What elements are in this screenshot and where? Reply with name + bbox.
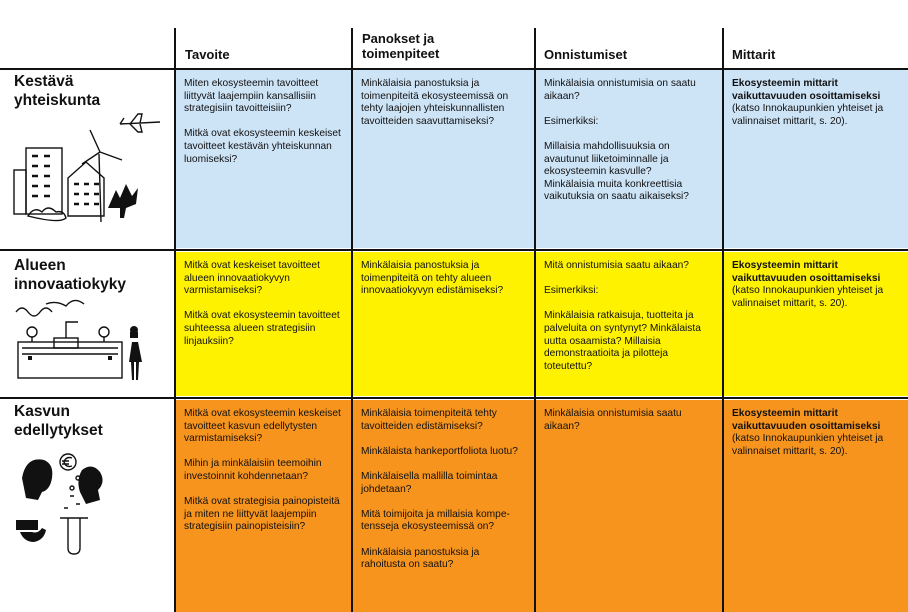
row-label-growth-conditions — [14, 402, 103, 440]
row-label-line1: Kestävä — [14, 73, 74, 90]
cell-sustainable-successes — [536, 70, 722, 248]
cell-sustainable-metrics — [724, 70, 908, 248]
metrics-reference: (katso Innokaupunkien yhteiset ja valinnaiset mittarit, s. 20). — [732, 285, 884, 309]
cell-sustainable-goal — [176, 70, 351, 248]
successes-question: Minkälaisia onnistumisia saatu aikaan? — [544, 408, 682, 432]
row-label-line2: edellytykset — [14, 422, 103, 439]
cell-growth-metrics — [724, 400, 908, 612]
row-label-line2: yhteiskunta — [14, 92, 101, 109]
cell-innovation-inputs — [353, 252, 534, 396]
tree-icon — [108, 184, 138, 218]
successes-question: Minkälaisia ratkaisuja, tuotteita ja palveluita on syntynyt? Minkälaista uutta osaamista? Millaisia demonstraatioita ja pilotteja toteutettu? — [544, 310, 701, 372]
goal-question: Mitkä ovat ekosysteemin tavoitteet suhteessa alueen strategisiin linjauksiin? — [184, 310, 340, 347]
growth-people-illustration — [12, 448, 122, 558]
header-inputs-line2: toimenpiteet — [362, 46, 440, 61]
successes-question: Millaisia mahdollisuuksia on avautunut liiketoiminnalle ja ekosysteemin kasvulle? — [544, 140, 670, 178]
row-label-line2: innovaatiokyky — [14, 276, 126, 293]
inputs-question: Minkälaisia panostuksia ja rahoitusta on saatu? — [361, 546, 480, 571]
person-icon — [22, 459, 52, 500]
goal-question: Mihin ja minkälaisiin teemoihin investoinnit kohdennetaan? — [184, 458, 322, 482]
header-goal: Tavoite — [185, 47, 230, 62]
metrics-title: Ekosysteemin mittarit vaikuttavuuden osoittamiseksi — [732, 78, 881, 102]
metrics-title: Ekosysteemin mittarit vaikuttavuuden osoittamiseksi — [732, 408, 881, 432]
successes-question: Minkälaisia onnistumisia on saatu aikaan? — [544, 78, 696, 102]
row-divider — [0, 249, 908, 251]
cell-growth-successes — [536, 400, 722, 612]
cell-innovation-metrics — [724, 252, 908, 396]
inputs-question: Mitä toimijoita ja millaisia kompetensseja ekosysteemissä on? — [361, 508, 510, 533]
row-label-line1: Alueen — [14, 257, 66, 274]
successes-example-label: Esimerkiksi: — [544, 285, 599, 297]
row-label-line1: Kasvun — [14, 403, 70, 420]
goal-question: Mitkä ovat keskeiset tavoitteet alueen innovaatiokyvyn varmistamiseksi? — [184, 260, 320, 297]
row-label-regional-innovation — [14, 256, 126, 294]
city-illustration — [12, 112, 162, 222]
vr-headset-person-icon — [16, 520, 46, 542]
column-divider — [174, 28, 176, 612]
cell-sustainable-inputs — [353, 70, 534, 248]
cell-growth-inputs — [353, 400, 534, 612]
successes-example-label: Esimerkiksi: — [544, 115, 599, 127]
cell-innovation-successes — [536, 252, 722, 396]
goal-question: Mitkä ovat ekosysteemin keskeiset tavoitteet kestävän yhteiskunnan luomiseksi? — [184, 128, 341, 165]
header-metrics: Mittarit — [732, 47, 776, 62]
inputs-question: Minkälaisia panostuksia ja toimenpiteitä ekosysteemissä on tehty laajojen yhteiskunnallisten tavoitteiden saavuttamiseksi? — [361, 78, 509, 127]
column-divider — [534, 28, 536, 612]
header-inputs-line1: Panokset ja — [362, 31, 435, 46]
successes-question: Mitä onnistumisia saatu aikaan? — [544, 260, 689, 271]
goal-question: Mitkä ovat ekosysteemin keskeiset tavoitteet kasvun edellytysten varmistamiseksi? — [184, 408, 341, 445]
innovation-lab-illustration — [12, 298, 162, 388]
inputs-question: Minkälaisia toimenpiteitä tehty tavoitteiden edistämiseksi? — [361, 408, 497, 432]
goal-question: Mitkä ovat strategisia painopisteitä ja miten ne liittyvät laajempiin strategisiin painopisteisiin? — [184, 496, 340, 533]
airplane-icon — [120, 114, 160, 132]
test-tube-icon — [68, 518, 80, 554]
successes-question: Minkälaisia muita konkreettisia vaikutuksia on saatu aikaiseksi? — [544, 178, 689, 203]
person-icon — [78, 466, 102, 504]
metrics-title: Ekosysteemin mittarit vaikuttavuuden osoittamiseksi — [732, 260, 881, 284]
metrics-reference: (katso Innokaupunkien yhteiset ja valinnaiset mittarit, s. 20). — [732, 433, 884, 457]
metrics-reference: (katso Innokaupunkien yhteiset ja valinnaiset mittarit, s. 20). — [732, 103, 884, 127]
column-divider — [722, 28, 724, 612]
goal-question: Miten ekosysteemin tavoitteet liittyvät laajempiin kansallisiin strategisiin tavoitteisiin? — [184, 78, 319, 115]
row-divider — [0, 397, 908, 399]
inputs-question: Minkälaisella mallilla toimintaa johdetaan? — [361, 470, 498, 495]
person-icon — [129, 332, 142, 380]
row-label-sustainable-society — [14, 72, 100, 110]
header-successes: Onnistumiset — [544, 47, 628, 62]
inputs-question: Minkälaista hankeportfoliota luotu? — [361, 445, 518, 457]
cell-innovation-goal — [176, 252, 351, 396]
euro-icon — [60, 454, 76, 470]
cell-growth-goal — [176, 400, 351, 612]
column-divider — [351, 28, 353, 612]
header-inputs — [362, 31, 439, 61]
row-divider — [0, 68, 908, 70]
inputs-question: Minkälaisia panostuksia ja toimenpiteitä on tehty alueen innovaatiokyvyn edistämiseksi? — [361, 260, 504, 297]
